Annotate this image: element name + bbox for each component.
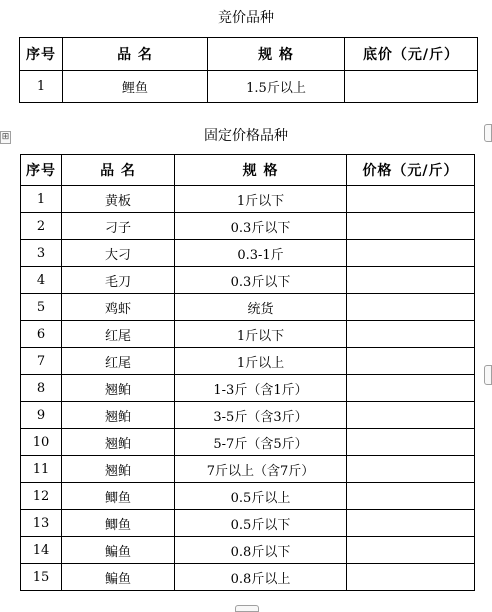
- column-header: 价格（元/斤）: [347, 155, 475, 186]
- table-cell: 1.5斤以上: [208, 71, 345, 103]
- resize-handle-icon[interactable]: [235, 605, 259, 612]
- section-title-fixed-price: 固定价格品种: [204, 128, 288, 144]
- table-cell: 翘鲌: [62, 402, 175, 429]
- table-cell: 5-7斤（含5斤）: [175, 429, 347, 456]
- table-row: [21, 402, 475, 429]
- fixed-price-table: [20, 154, 475, 591]
- table-cell: 3-5斤（含3斤）: [175, 402, 347, 429]
- table-cell: 毛刀: [62, 267, 175, 294]
- price-input-cell[interactable]: [347, 348, 475, 375]
- column-header: 品 名: [62, 155, 175, 186]
- table-cell: 红尾: [62, 348, 175, 375]
- table-cell: 1斤以上: [175, 348, 347, 375]
- price-input-cell[interactable]: [347, 186, 475, 213]
- price-input-cell[interactable]: [347, 429, 475, 456]
- table-cell: 1: [21, 186, 62, 213]
- table-row: [20, 71, 478, 103]
- table-row: [21, 429, 475, 456]
- price-input-cell[interactable]: [347, 213, 475, 240]
- table-cell: 鳊鱼: [62, 564, 175, 591]
- table-row: [21, 213, 475, 240]
- table-cell: 5: [21, 294, 62, 321]
- table-row: [21, 294, 475, 321]
- table-cell: 翘鲌: [62, 429, 175, 456]
- price-input-cell[interactable]: [347, 402, 475, 429]
- table-move-handle-icon[interactable]: ⊞: [1, 132, 10, 142]
- table-cell: 7斤以上（含7斤）: [175, 456, 347, 483]
- table-cell: 鸡虾: [62, 294, 175, 321]
- price-input-cell[interactable]: [347, 483, 475, 510]
- table-row: [21, 267, 475, 294]
- table-cell: 15: [21, 564, 62, 591]
- table-cell: 1-3斤（含1斤）: [175, 375, 347, 402]
- table-cell: 翘鲌: [62, 375, 175, 402]
- table-cell: 2: [21, 213, 62, 240]
- price-input-cell[interactable]: [347, 375, 475, 402]
- table-cell: 3: [21, 240, 62, 267]
- auction-table: [19, 37, 478, 103]
- table-cell: 0.3斤以下: [175, 267, 347, 294]
- table-cell: 0.5斤以下: [175, 510, 347, 537]
- section-title-auction: 竞价品种: [218, 10, 274, 26]
- table-cell: 13: [21, 510, 62, 537]
- table-cell: 鲫鱼: [62, 483, 175, 510]
- table-cell: 10: [21, 429, 62, 456]
- table-cell: 6: [21, 321, 62, 348]
- column-header: 规 格: [208, 38, 345, 71]
- table-cell: 11: [21, 456, 62, 483]
- table-row: [21, 375, 475, 402]
- price-input-cell[interactable]: [347, 321, 475, 348]
- table-cell: 8: [21, 375, 62, 402]
- table-row: [21, 483, 475, 510]
- price-input-cell[interactable]: [345, 71, 478, 103]
- table-cell: 鲫鱼: [62, 510, 175, 537]
- table-cell: 4: [21, 267, 62, 294]
- table-cell: 统货: [175, 294, 347, 321]
- table-row: [21, 240, 475, 267]
- price-input-cell[interactable]: [347, 294, 475, 321]
- table-header-row: [20, 38, 478, 71]
- price-input-cell[interactable]: [347, 267, 475, 294]
- table-cell: 1斤以下: [175, 186, 347, 213]
- table-cell: 14: [21, 537, 62, 564]
- table-cell: 1: [20, 71, 63, 103]
- table-cell: 红尾: [62, 321, 175, 348]
- table-cell: 12: [21, 483, 62, 510]
- price-input-cell[interactable]: [347, 564, 475, 591]
- table-cell: 刁子: [62, 213, 175, 240]
- price-input-cell[interactable]: [347, 240, 475, 267]
- table-cell: 0.8斤以下: [175, 537, 347, 564]
- price-input-cell[interactable]: [347, 537, 475, 564]
- price-input-cell[interactable]: [347, 510, 475, 537]
- table-row: [21, 348, 475, 375]
- column-header: 规 格: [175, 155, 347, 186]
- table-row: [21, 537, 475, 564]
- column-header: 底价（元/斤）: [345, 38, 478, 71]
- table-cell: 鲤鱼: [63, 71, 208, 103]
- table-cell: 0.3斤以下: [175, 213, 347, 240]
- table-row: [21, 456, 475, 483]
- table-cell: 翘鲌: [62, 456, 175, 483]
- column-header: 序号: [21, 155, 62, 186]
- table-cell: 7: [21, 348, 62, 375]
- column-header: 品 名: [63, 38, 208, 71]
- price-input-cell[interactable]: [347, 456, 475, 483]
- table-cell: 1斤以下: [175, 321, 347, 348]
- table-cell: 9: [21, 402, 62, 429]
- table-row: [21, 321, 475, 348]
- table-cell: 0.3-1斤: [175, 240, 347, 267]
- table-cell: 大刁: [62, 240, 175, 267]
- resize-handle-icon[interactable]: [484, 124, 492, 142]
- resize-handle-icon[interactable]: [484, 365, 492, 385]
- table-row: [21, 510, 475, 537]
- table-cell: 黄板: [62, 186, 175, 213]
- table-cell: 鳊鱼: [62, 537, 175, 564]
- table-cell: 0.8斤以上: [175, 564, 347, 591]
- column-header: 序号: [20, 38, 63, 71]
- table-row: [21, 186, 475, 213]
- table-row: [21, 564, 475, 591]
- table-cell: 0.5斤以上: [175, 483, 347, 510]
- table-header-row: [21, 155, 475, 186]
